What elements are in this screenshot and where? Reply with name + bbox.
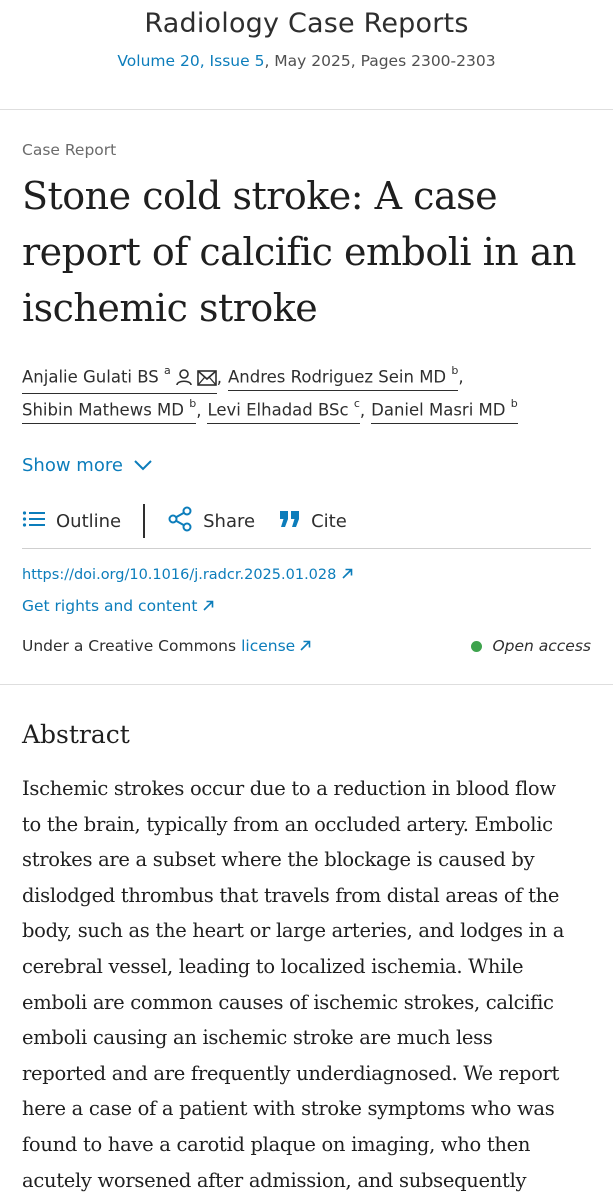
actions-divider (22, 548, 591, 549)
abstract-line: reported and are frequently underdiagnosed. We report (22, 1061, 560, 1085)
outline-button[interactable]: Outline (22, 510, 121, 533)
external-link-icon (300, 637, 311, 655)
person-icon (175, 368, 193, 390)
rights-link[interactable]: Get rights and content (22, 597, 214, 615)
abstract-line: here a case of a patient with stroke symptoms who was (22, 1097, 555, 1121)
abstract-line: Ischemic strokes occur due to a reduction in blood flow (22, 777, 556, 800)
journal-meta (0, 52, 613, 70)
author-link[interactable]: Levi Elhadad BSc $^c$ (207, 399, 359, 424)
author-link[interactable]: Andres Rodriguez Sein MD $^b$ (228, 366, 458, 391)
author-list-row-1: Anjalie Gulati BS $^a$ , Andres Rodriguez Sein MD $^b$, (22, 366, 464, 394)
list-icon (22, 510, 46, 533)
license-text: Under a Creative Commons license (22, 637, 311, 655)
share-icon (167, 506, 193, 537)
license-row (22, 637, 591, 655)
abstract-heading: Abstract (22, 720, 130, 749)
abstract-line: acutely worsened after admission, and subsequently (22, 1168, 527, 1192)
abstract-line: found to have a carotid plaque on imaging, who then (22, 1132, 531, 1156)
abstract-line: emboli causing an ischemic stroke are much less (22, 1026, 493, 1050)
quote-icon (279, 510, 301, 533)
date-pages: , May 2025, Pages 2300-2303 (264, 52, 496, 70)
abstract-line: emboli are common causes of ischemic strokes, calcific (22, 990, 554, 1014)
journal-title[interactable]: Radiology Case Reports (144, 8, 469, 39)
author-link[interactable]: Daniel Masri MD $^b$ (371, 399, 518, 424)
license-divider (0, 684, 613, 685)
abstract-body (22, 771, 597, 1198)
external-link-icon (203, 597, 214, 615)
author-list-row-2: Shibin Mathews MD $^b$, Levi Elhadad BSc $^c$, Daniel Masri MD $^b$ (22, 399, 518, 424)
abstract-line: strokes are a subset where the blockage is caused by (22, 848, 535, 872)
article-type: Case Report (22, 141, 117, 159)
open-access-dot-icon (471, 641, 482, 652)
share-button[interactable]: Share (167, 506, 255, 537)
abstract-line: dislodged thrombus that travels from distal areas of the (22, 883, 560, 907)
external-link-icon (342, 567, 353, 583)
chevron-down-icon (133, 455, 153, 476)
abstract-line: to the brain, typically from an occluded artery. Embolic (22, 812, 553, 836)
license-link[interactable]: license (241, 637, 296, 655)
article-title: Stone cold stroke: A case report of calcific emboli in an ischemic stroke (22, 174, 576, 330)
abstract-line: cerebral vessel, leading to localized ischemia. While (22, 954, 524, 978)
show-more-button[interactable]: Show more (22, 455, 153, 476)
header-divider (0, 109, 613, 110)
doi-link[interactable]: https://doi.org/10.1016/j.radcr.2025.01.028 (22, 567, 353, 583)
action-divider (143, 504, 145, 538)
abstract-line: body, such as the heart or large arteries, and lodges in a (22, 919, 565, 943)
author-link[interactable]: Anjalie Gulati BS $^a$ (22, 366, 217, 394)
email-icon[interactable] (197, 370, 217, 390)
cite-button[interactable]: Cite (279, 510, 347, 533)
volume-issue-link[interactable]: Volume 20, Issue 5 (117, 52, 265, 70)
article-actions (22, 504, 347, 538)
author-link[interactable]: Shibin Mathews MD $^b$ (22, 399, 196, 424)
open-access-badge: Open access (471, 637, 591, 655)
